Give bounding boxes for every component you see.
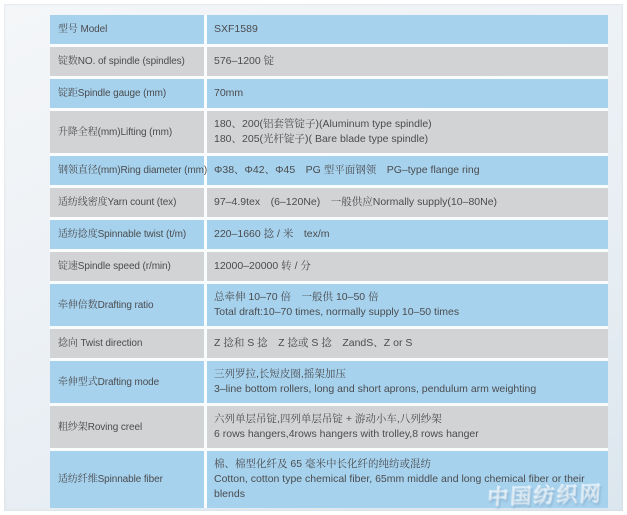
row-label — [50, 188, 204, 217]
row-value-line: Cotton, cotton type chemical fiber, 65mm middle and long chemical fiber or their blends — [214, 473, 585, 500]
row-label — [50, 156, 208, 185]
row-label-text: 适纺纤维Spinnable fiber — [58, 474, 163, 485]
row-value-line: Φ38、Φ42、Φ45 PG 型平面钢领 PG–type flange ring — [214, 164, 480, 176]
table-row — [50, 156, 608, 185]
row-value-line: 12000–20000 转 / 分 — [214, 260, 311, 272]
row-label — [50, 451, 204, 508]
row-value-line: 总牵伸 10–70 倍 一般供 10–50 倍 — [214, 291, 379, 303]
row-value-line: 70mm — [214, 87, 244, 99]
row-label-text: 捻向 Twist direction — [58, 338, 143, 349]
table-row — [50, 111, 608, 153]
row-label — [50, 329, 204, 358]
table-row — [50, 47, 608, 76]
row-label — [50, 361, 204, 403]
row-value — [207, 284, 608, 326]
row-label — [50, 111, 204, 153]
row-label-text: 牵伸倍数Drafting ratio — [58, 299, 154, 311]
row-value — [207, 361, 608, 403]
row-label-text: 牵伸型式Drafting mode — [58, 376, 160, 388]
row-value — [207, 220, 608, 249]
row-value-line: 6 rows hangers,4rows hangers with trolley,8 rows hanger — [214, 428, 479, 440]
row-label — [50, 47, 204, 76]
row-value — [207, 188, 608, 217]
table-row — [50, 361, 608, 403]
row-value-line: Total draft:10–70 times, normally supply 10–50 times — [214, 306, 460, 318]
row-value-line: 576–1200 锭 — [214, 55, 275, 67]
table-row — [50, 252, 608, 281]
row-value — [207, 47, 608, 76]
row-label — [50, 15, 204, 44]
spec-table — [50, 15, 608, 508]
row-label-text: 钢领直径(mm)Ring diameter (mm) — [58, 165, 208, 176]
row-label — [50, 406, 204, 448]
row-value — [207, 329, 608, 358]
row-value — [207, 15, 608, 44]
row-label — [50, 252, 204, 281]
table-row — [50, 79, 608, 108]
table-row — [50, 220, 608, 249]
table-row — [50, 406, 608, 448]
row-label-text: 型号 Model — [58, 24, 108, 35]
page-background — [4, 4, 623, 511]
row-label-text: 适纺捻度Spinnable twist (t/m) — [58, 229, 187, 240]
table-row — [50, 15, 608, 44]
row-value-line: Z 捻和 S 捻 Z 捻或 S 捻 ZandS、Z or S — [214, 337, 413, 349]
row-value-line: 3–line bottom rollers, long and short aprons, pendulum arm weighting — [214, 383, 537, 395]
table-row — [50, 284, 608, 326]
row-value — [207, 111, 608, 153]
row-value-line: 三列罗拉,长短皮圈,摇架加压 — [214, 368, 346, 380]
row-value-line: 六列单层吊锭,四列单层吊锭 + 游动小车,八列纱架 — [214, 413, 442, 425]
watermark-text: 中国纺织网 — [486, 482, 604, 510]
row-value-line: 220–1660 捻 / 米 tex/m — [214, 228, 330, 240]
row-label-text: 锭数NO. of spindle (spindles) — [58, 56, 185, 67]
row-value-line: 180、205(光杆锭子)( Bare blade type spindle) — [214, 133, 429, 145]
row-value-line: 180、200(铝套管锭子)(Aluminum type spindle) — [214, 118, 432, 130]
row-value — [207, 252, 608, 281]
row-value-line: 棉、棉型化纤及 65 毫米中长化纤的纯纺或混纺 — [214, 458, 432, 470]
row-label — [50, 220, 204, 249]
row-label — [50, 284, 204, 326]
row-value — [207, 79, 608, 108]
row-label-text: 粗纱架Roving creel — [58, 421, 143, 433]
row-label-text: 适纺线密度Yarn count (tex) — [58, 197, 177, 208]
row-label-text: 锭速Spindle speed (r/min) — [58, 261, 171, 272]
row-label — [50, 79, 204, 108]
row-value-line: SXF1589 — [214, 23, 258, 35]
row-value — [207, 406, 608, 448]
table-row — [50, 329, 608, 358]
row-label-text: 锭距Spindle gauge (mm) — [58, 88, 167, 99]
row-label-text: 升降全程(mm)Lifting (mm) — [58, 126, 173, 138]
row-value-line: 97–4.9tex (6–120Ne) 一般供应Normally supply(10–80Ne) — [214, 196, 498, 208]
row-value — [207, 156, 608, 185]
table-row — [50, 188, 608, 217]
